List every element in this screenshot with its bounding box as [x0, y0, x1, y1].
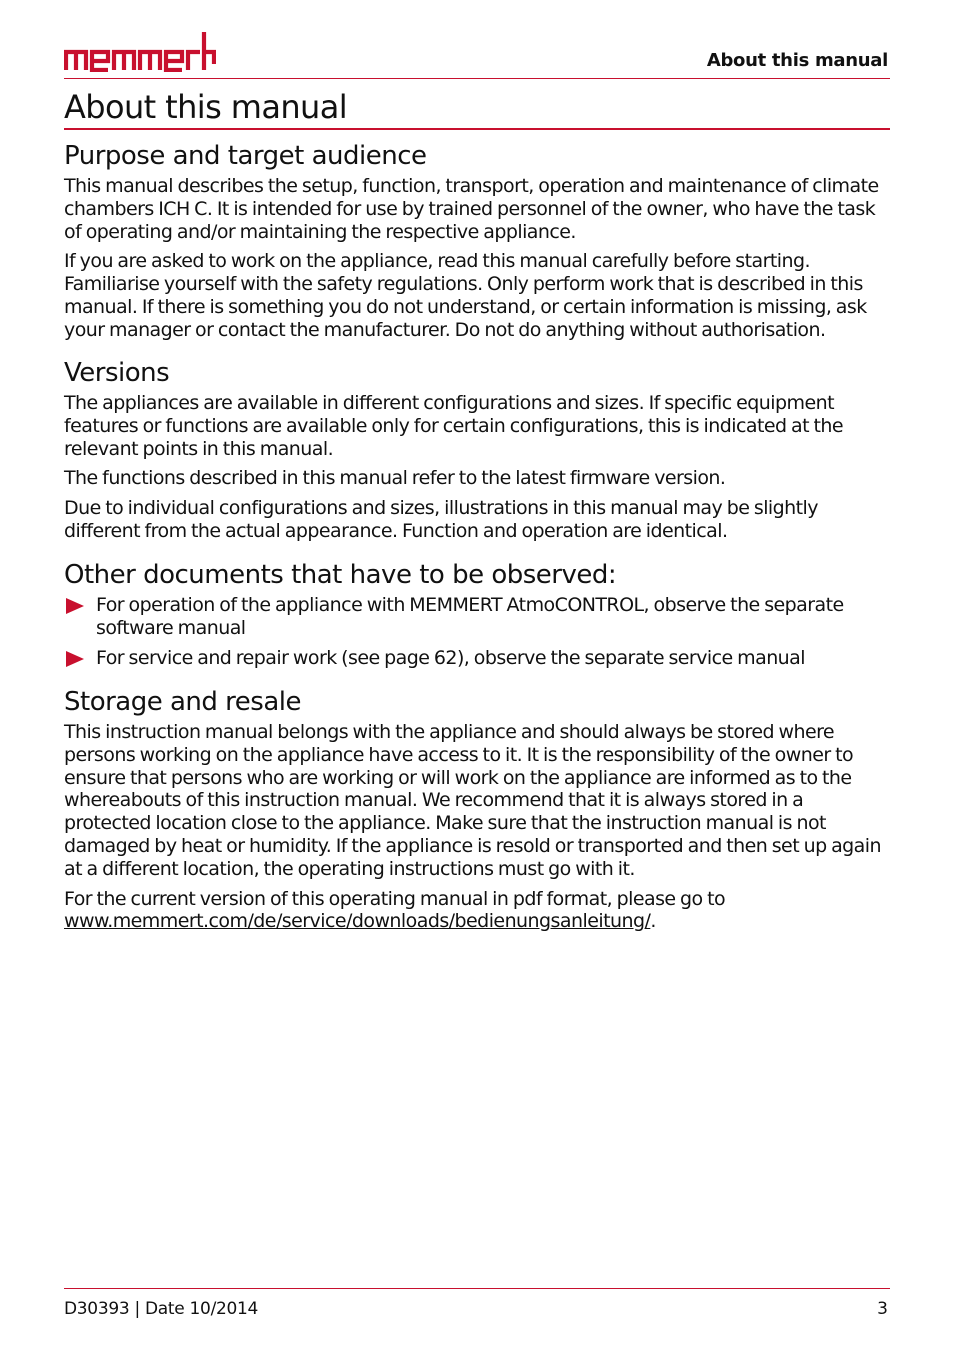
- footer-doc-info: D30393 | Date 10/2014: [64, 1299, 259, 1319]
- paragraph: If you are asked to work on the appliance, read this manual carefully before starting. Familiarise yourself with the safety regulations. Only perform work that is described in this manual. If there is something you do not understand, or certain information is missing, ask your manager or contact the manufacturer. Do not do anything without authorisation.: [64, 250, 867, 341]
- running-title: About this manual: [706, 50, 888, 71]
- section-heading: Purpose and target audience: [64, 141, 427, 171]
- paragraph: This instruction manual belongs with the appliance and should always be stored where persons working on the appliance have access to it. It is the responsibility of the owner to ensure that persons who are working or will work on the appliance are informed as to the whereabouts of this instruction manual. We recommend that it is always stored in a protected location close to the appliance. Make sure that the instruction manual is not damaged by heat or humidity. If the appliance is resold or transported and then set up again at a different location, the operating instructions must go with it.: [64, 721, 881, 880]
- list-item-text: For service and repair work (see page 62), observe the separate service manual: [96, 646, 805, 669]
- page-title: About this manual: [64, 88, 347, 126]
- section-heading: Storage and resale: [64, 687, 301, 717]
- paragraph-text: For the current version of this operating manual in pdf format, please go to: [64, 887, 726, 910]
- paragraph: The functions described in this manual refer to the latest firmware version.: [64, 467, 726, 490]
- paragraph: This manual describes the setup, function, transport, operation and maintenance of climate chambers ICH C. It is intended for use by trained personnel of the owner, who have the task of operating and/or maintaining the respective appliance.: [64, 175, 879, 243]
- list-item: [64, 594, 890, 640]
- download-link[interactable]: www.memmert.com/de/service/downloads/bedienungsanleitung/: [64, 910, 651, 933]
- paragraph: [64, 888, 890, 934]
- title-rule: [64, 128, 890, 130]
- paragraph: Due to individual configurations and sizes, illustrations in this manual may be slightly different from the actual appearance. Function and operation are identical.: [64, 497, 818, 542]
- section-other-documents: [64, 560, 890, 676]
- header-rule: [64, 78, 890, 79]
- link-suffix: .: [650, 910, 656, 933]
- section-purpose: [64, 141, 890, 349]
- arrow-bullet-icon: [66, 651, 84, 667]
- section-heading: Other documents that have to be observed:: [64, 560, 617, 590]
- arrow-bullet-icon: [66, 598, 84, 614]
- section-versions: [64, 358, 890, 550]
- section-heading: Versions: [64, 358, 170, 388]
- footer-rule: [64, 1288, 890, 1289]
- memmert-logo: [64, 30, 216, 72]
- list-item-text: For operation of the appliance with MEMMERT AtmoCONTROL, observe the separate software manual: [96, 594, 844, 639]
- paragraph: The appliances are available in different configurations and sizes. If specific equipment features or functions are available only for certain configurations, this is indicated at the relevant points in this manual.: [64, 392, 844, 460]
- list-item: [64, 647, 890, 670]
- page-number: 3: [877, 1299, 888, 1319]
- document-list: [64, 594, 890, 669]
- section-storage-resale: [64, 687, 890, 940]
